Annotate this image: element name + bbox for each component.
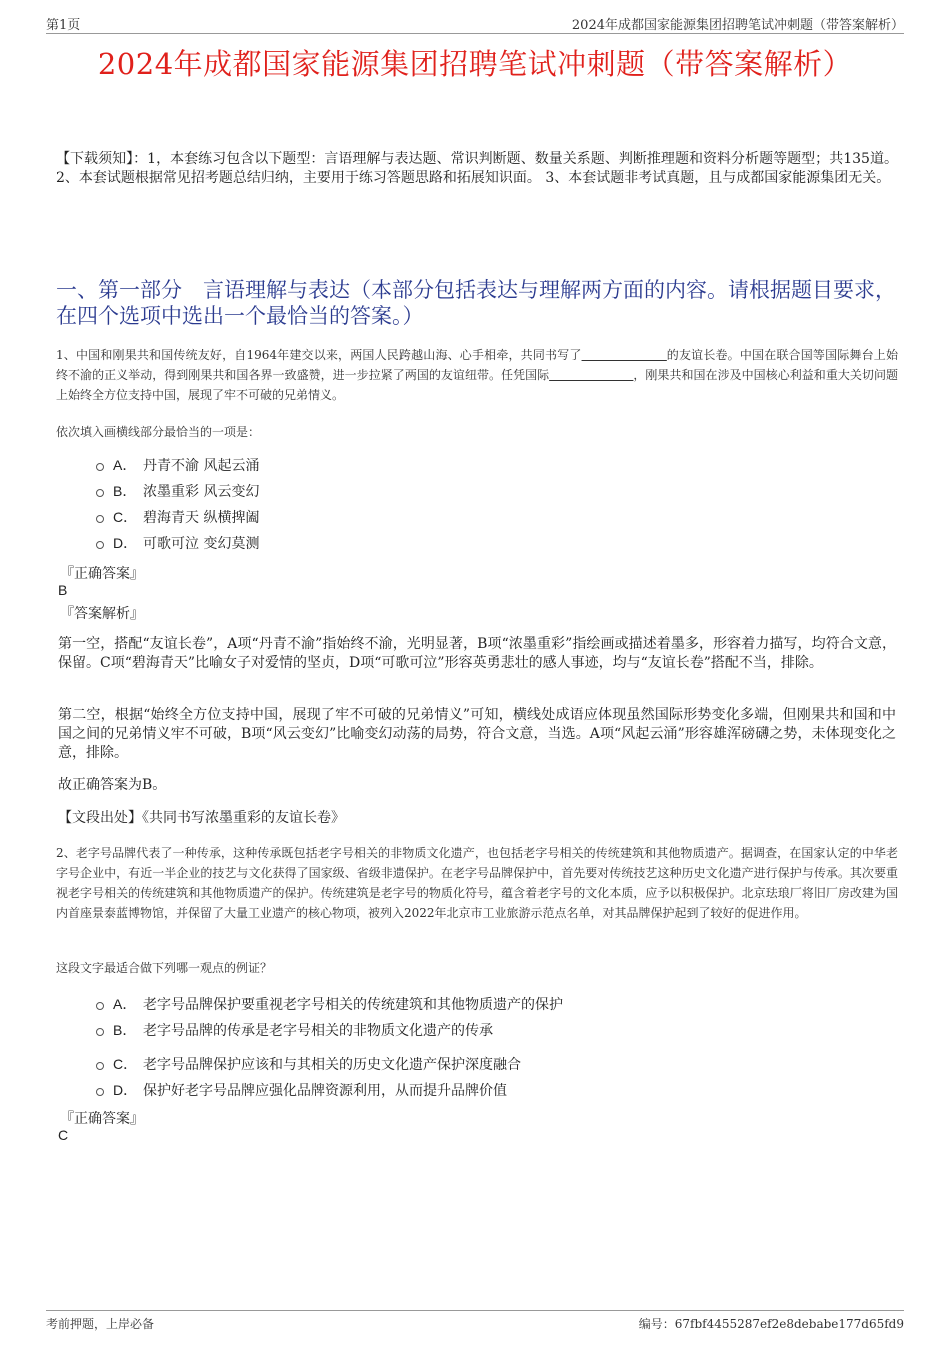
option-letter: B． [113, 483, 137, 499]
question-1-analysis-para-2: 第二空，根据“始终全方位支持中国，展现了牢不可破的兄弟情义”可知，横线处成语应体现虽然国际形势变化多端，但刚果共和国和中国之间的兄弟情义牢不可破，B项“风云变幻”比喻变幻动荡的局势，符合文意，当选。A项“风起云涌”形容雄浑磅礴之势，未体现变化之意，排除。 [58, 707, 896, 761]
option-text: 老字号品牌保护应该和与其相关的历史文化遗产保护深度融合 [143, 1057, 521, 1073]
radio-icon[interactable] [96, 541, 104, 549]
question-1-text [56, 345, 898, 405]
footer-doc-id: 编号：67fbf4455287ef2e8debabe177d65fd9 [638, 1317, 904, 1331]
footer-slogan: 考前押题，上岸必备 [46, 1317, 155, 1331]
option-letter: D． [113, 1082, 138, 1098]
question-2-text: 2、老字号品牌代表了一种传承，这种传承既包括老字号相关的非物质文化遗产，也包括老字号相关的传统建筑和其他物质遗产。据调查，在国家认定的中华老字号企业中，有近一半企业的技艺与文化获得了国家级、省级非遗保护。在老字号品牌保护中，首先要对传统技艺这种历史文化遗产进行保护与传承。其次要重视老字号相关的传统建筑和其他物质遗产的保护。传统建筑是老字号的物质化符号，蕴含着老字号的文化本质，应予以积极保护。北京珐琅厂将旧厂房改建为国内首座景泰蓝博物馆，并保留了大量工业遗产的核心物项，被列入2022年北京市工业旅游示范点名单，对其品牌保护起到了较好的促进作用。 [56, 846, 898, 920]
option-text: 保护好老字号品牌应强化品牌资源利用，从而提升品牌价值 [143, 1083, 507, 1099]
question-2-option-d[interactable] [96, 1077, 563, 1103]
option-letter: B． [113, 1022, 137, 1038]
question-2-answer-label: 『正确答案』 [60, 1111, 144, 1127]
document-title: 2024年成都国家能源集团招聘笔试冲刺题（带答案解析） [97, 47, 853, 81]
question-1-prompt: 依次填入画横线部分最恰当的一项是： [56, 425, 261, 439]
question-2-option-b[interactable] [96, 1017, 563, 1043]
option-letter: A． [113, 457, 137, 473]
header-page-label: 第1页 [46, 18, 81, 33]
question-2-option-a[interactable] [96, 991, 563, 1017]
question-1-text-c: ，刚果共和国在涉及中国核心利益和重大关切问题上始终全方位支持中国，展现了牢不可破的兄弟情义。 [56, 368, 898, 402]
option-text: 浓墨重彩 风云变幻 [143, 484, 260, 500]
header-divider [46, 33, 904, 34]
option-text: 老字号品牌的传承是老字号相关的非物质文化遗产的传承 [143, 1023, 493, 1039]
question-1-blank-1: ＿＿＿＿＿＿＿ [581, 348, 667, 362]
radio-icon[interactable] [96, 489, 104, 497]
radio-icon[interactable] [96, 515, 104, 523]
header-doc-ref: 2024年成都国家能源集团招聘笔试冲刺题（带答案解析） [571, 18, 904, 33]
question-1-text-a: 1、中国和刚果共和国传统友好，自1964年建交以来，两国人民跨越山海、心手相牵，共同书写了 [56, 348, 582, 362]
question-1-answer: B [58, 582, 68, 598]
question-1-answer-label: 『正确答案』 [60, 566, 144, 582]
question-1-option-c[interactable] [96, 504, 259, 530]
option-text: 老字号品牌保护要重视老字号相关的传统建筑和其他物质遗产的保护 [143, 997, 563, 1013]
option-letter: C． [113, 509, 138, 525]
question-1-blank-2: ＿＿＿＿＿＿＿ [549, 368, 634, 382]
question-1-text-b: 的友谊长卷。中国在联合国等国际舞台上始终不渝的正义举动，得到刚果共和国各界一致盛赞，进一步拉紧了两国的友谊纽带。任凭国际 [56, 348, 898, 382]
radio-icon[interactable] [96, 1062, 104, 1070]
question-1-option-a[interactable] [96, 452, 259, 478]
question-2-option-c[interactable] [96, 1051, 563, 1077]
radio-icon[interactable] [96, 463, 104, 471]
question-1-options [96, 452, 259, 556]
question-2-answer: C [58, 1127, 69, 1143]
option-text: 碧海青天 纵横捭阖 [143, 510, 260, 526]
download-notice: 【下载须知】：1，本套练习包含以下题型：言语理解与表达题、常识判断题、数量关系题、判断推理题和资料分析题等题型；共135道。 2、本套试题根据常见招考题总结归纳，主要用于练习答题思路和拓展知识面。 3、本套试题非考试真题，且与成都国家能源集团无关。 [56, 151, 898, 186]
question-1-analysis-para-1: 第一空，搭配“友谊长卷”，A项“丹青不渝”指始终不渝，光明显著，B项“浓墨重彩”指绘画或描述着墨多，形容着力描写，均符合文意，保留。C项“碧海青天”比喻女子对爱情的坚贞，D项“可歌可泣”形容英勇悲壮的感人事迹，均与“友谊长卷”搭配不当，排除。 [58, 636, 896, 671]
radio-icon[interactable] [96, 1002, 104, 1010]
radio-icon[interactable] [96, 1028, 104, 1036]
question-1-analysis-label: 『答案解析』 [60, 606, 144, 622]
question-1-option-d[interactable] [96, 530, 259, 556]
option-letter: A． [113, 996, 137, 1012]
question-2-prompt: 这段文字最适合做下列哪一观点的例证？ [56, 961, 273, 975]
question-1-option-b[interactable] [96, 478, 259, 504]
section-title: 一、第一部分 言语理解与表达（本部分包括表达与理解两方面的内容。请根据题目要求，在四个选项中选出一个最恰当的答案。） [56, 278, 896, 328]
question-1-analysis-conclusion: 故正确答案为B。 [58, 777, 167, 793]
option-letter: C． [113, 1056, 138, 1072]
option-text: 丹青不渝 风起云涌 [143, 458, 260, 474]
option-letter: D． [113, 535, 138, 551]
question-2-options [96, 991, 563, 1103]
option-text: 可歌可泣 变幻莫测 [143, 536, 260, 552]
question-1-source: 【文段出处】《共同书写浓墨重彩的友谊长卷》 [58, 810, 345, 826]
radio-icon[interactable] [96, 1088, 104, 1096]
footer-divider [46, 1310, 904, 1311]
